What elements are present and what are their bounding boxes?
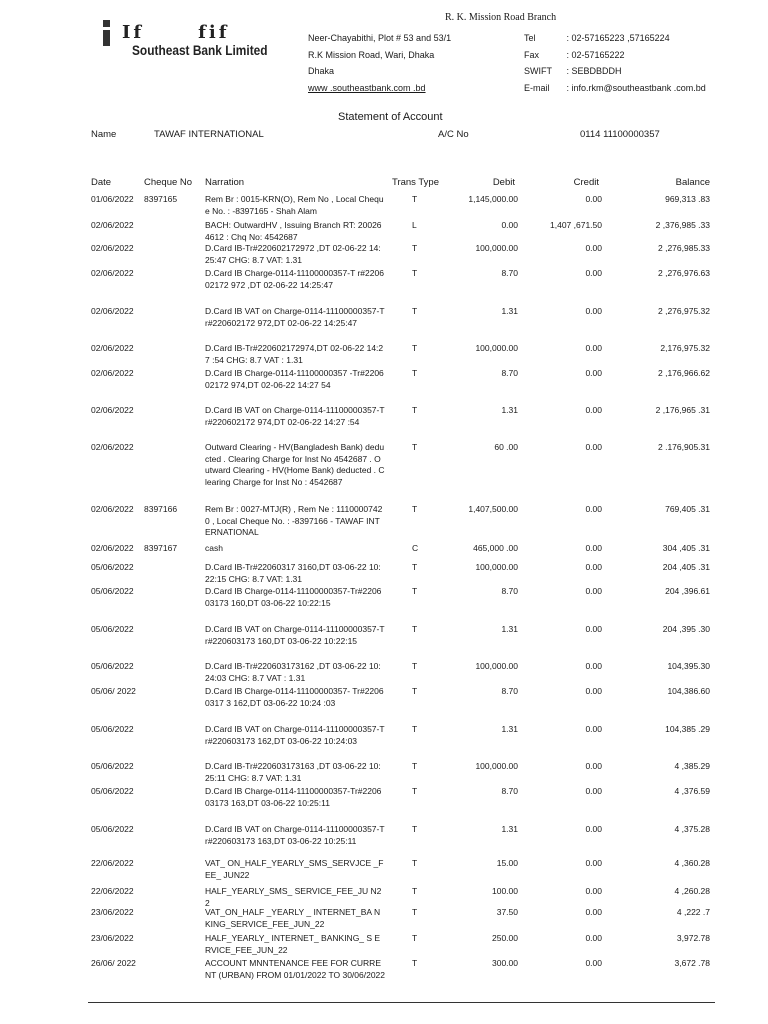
cell-type: T xyxy=(412,562,418,572)
cell-balance: 769,405 .31 xyxy=(665,504,710,514)
cell-narration: VAT_ON_HALF _YEARLY _ INTERNET_BA NKING_SERVICE_FEE_JUN_22 xyxy=(205,907,381,929)
cell-credit: 0.00 xyxy=(585,405,602,415)
cell-type: T xyxy=(412,824,418,834)
cell-date: 22/06/2022 xyxy=(91,858,134,868)
cell-debit: 60 .00 xyxy=(494,442,518,452)
cell-narration: D.Card IB Charge-0114-11100000357-T r#220602172 972 ,DT 02-06-22 14:25:47 xyxy=(205,268,384,290)
cell-narration: D.Card IB-Tr#220602172974,DT 02-06-22 14:27 :54 CHG: 8.7 VAT : 1.31 xyxy=(205,343,384,365)
cell-narration: D.Card IB Charge-0114-11100000357-Tr#220603173 163,DT 03-06-22 10:25:11 xyxy=(205,786,382,808)
cell-date: 23/06/2022 xyxy=(91,933,134,943)
cell-credit: 0.00 xyxy=(585,724,602,734)
cell-narration: D.Card IB Charge-0114-11100000357- Tr#22060317 3 162,DT 03-06-22 10:24 :03 xyxy=(205,686,384,708)
col-header-balance: Balance xyxy=(675,177,710,188)
cell-cheque: 8397167 xyxy=(144,543,178,553)
cell-credit: 0.00 xyxy=(585,442,602,452)
cell-cheque: 8397165 xyxy=(144,194,178,204)
website-link[interactable]: www .southeastbank.com .bd xyxy=(308,82,426,93)
cell-narration: D.Card IB-Tr#22060317 3160,DT 03-06-22 10:22:15 CHG: 8.7 VAT: 1.31 xyxy=(205,562,381,584)
cell-debit: 8.70 xyxy=(501,368,518,378)
cell-type: T xyxy=(412,268,418,278)
cell-type: T xyxy=(412,442,418,452)
cell-debit: 100.00 xyxy=(492,886,518,896)
cell-date: 05/06/ 2022 xyxy=(91,686,136,696)
cell-debit: 465,000 .00 xyxy=(473,543,518,553)
cell-balance: 204 ,396.61 xyxy=(665,586,710,596)
cell-date: 05/06/2022 xyxy=(91,624,134,634)
cell-narration: D.Card IB VAT on Charge-0114-11100000357-Tr#220603173 160,DT 03-06-22 10:22:15 xyxy=(205,624,385,646)
cell-credit: 0.00 xyxy=(585,504,602,514)
cell-type: T xyxy=(412,586,418,596)
cell-debit: 8.70 xyxy=(501,786,518,796)
cell-debit: 0.00 xyxy=(501,220,518,230)
cell-credit: 0.00 xyxy=(585,686,602,696)
cell-date: 05/06/2022 xyxy=(91,824,134,834)
cell-narration: Outward Clearing - HV(Bangladesh Bank) deducted . Clearing Charge for Inst No 4542687 . Outward Clearing - HV(Home Bank) deducted . Clearing Charge for Inst No : 4542687 xyxy=(205,442,385,487)
cell-narration: HALF_YEARLY_SMS_ SERVICE_FEE_JU N22 xyxy=(205,886,382,908)
cell-type: T xyxy=(412,907,418,917)
cell-narration: D.Card IB VAT on Charge-0114-11100000357-Tr#220603173 162,DT 03-06-22 10:24:03 xyxy=(205,724,385,746)
logo-script: If fif xyxy=(122,22,230,43)
contact-tel: Tel : 02-57165223 ,57165224 xyxy=(524,33,670,43)
cell-type: T xyxy=(412,958,418,968)
cell-debit: 100,000.00 xyxy=(475,661,518,671)
cell-balance: 2 ,276,985.33 xyxy=(658,243,710,253)
cell-credit: 0.00 xyxy=(585,858,602,868)
cell-debit: 8.70 xyxy=(501,586,518,596)
cell-narration: D.Card IB VAT on Charge-0114-11100000357-Tr#220603173 163,DT 03-06-22 10:25:11 xyxy=(205,824,385,846)
address-line: Neer-Chayabithi, Plot # 53 and 53/1 xyxy=(308,33,452,43)
cell-balance: 2 ,276,975.32 xyxy=(658,306,710,316)
cell-balance: 4 ,260.28 xyxy=(674,886,710,896)
cell-type: T xyxy=(412,661,418,671)
cell-balance: 204 ,395 .30 xyxy=(662,624,710,634)
cell-type: T xyxy=(412,858,418,868)
cell-credit: 0.00 xyxy=(585,243,602,253)
cell-debit: 15.00 xyxy=(496,858,518,868)
cell-debit: 100,000.00 xyxy=(475,761,518,771)
cell-debit: 300.00 xyxy=(492,958,518,968)
cell-date: 05/06/2022 xyxy=(91,661,134,671)
cell-narration: D.Card IB-Tr#220603173162 ,DT 03-06-22 10:24:03 CHG: 8.7 VAT : 1.31 xyxy=(205,661,381,683)
cell-date: 05/06/2022 xyxy=(91,562,134,572)
cell-balance: 204 ,405 .31 xyxy=(662,562,710,572)
cell-credit: 0.00 xyxy=(585,586,602,596)
cell-date: 02/06/2022 xyxy=(91,306,134,316)
cell-narration: D.Card IB-Tr#220603173163 ,DT 03-06-22 10:25:11 CHG: 8.7 VAT: 1.31 xyxy=(205,761,381,783)
bank-logo-icon xyxy=(100,20,112,46)
contact-swift: SWIFT : SEBDBDDH xyxy=(524,66,622,76)
col-header-debit: Debit xyxy=(492,177,515,188)
cell-date: 01/06/2022 xyxy=(91,194,134,204)
cell-date: 02/06/2022 xyxy=(91,405,134,415)
col-header-cheque: Cheque No xyxy=(144,177,193,188)
cell-debit: 1.31 xyxy=(501,624,518,634)
cell-credit: 0.00 xyxy=(585,824,602,834)
cell-type: T xyxy=(412,343,418,353)
bank-name: Southeast Bank Limited xyxy=(132,42,268,58)
cell-date: 02/06/2022 xyxy=(91,343,134,353)
cell-balance: 4 ,222 .7 xyxy=(676,907,710,917)
cell-date: 05/06/2022 xyxy=(91,761,134,771)
cell-debit: 100,000.00 xyxy=(475,243,518,253)
cell-credit: 0.00 xyxy=(585,343,602,353)
cell-debit: 8.70 xyxy=(501,268,518,278)
cell-balance: 2 .176,905.31 xyxy=(658,442,710,452)
cell-balance: 2 ,376,985 .33 xyxy=(655,220,710,230)
cell-date: 02/06/2022 xyxy=(91,368,134,378)
cell-type: T xyxy=(412,686,418,696)
cell-debit: 1.31 xyxy=(501,724,518,734)
cell-date: 02/06/2022 xyxy=(91,220,134,230)
cell-balance: 304 ,405 .31 xyxy=(662,543,710,553)
cell-date: 05/06/2022 xyxy=(91,724,134,734)
cell-debit: 1,145,000.00 xyxy=(468,194,518,204)
contact-email: E-mail : info.rkm@southeastbank .com.bd xyxy=(524,82,706,93)
col-header-narration: Narration xyxy=(205,177,245,188)
cell-balance: 2 ,276,976.63 xyxy=(658,268,710,278)
cell-type: T xyxy=(412,405,418,415)
cell-cheque: 8397166 xyxy=(144,504,178,514)
cell-date: 05/06/2022 xyxy=(91,786,134,796)
name-label: Name xyxy=(91,129,117,140)
cell-balance: 4 ,385.29 xyxy=(674,761,710,771)
cell-credit: 0.00 xyxy=(585,562,602,572)
cell-credit: 0.00 xyxy=(585,786,602,796)
cell-debit: 1.31 xyxy=(501,306,518,316)
branch-contact xyxy=(524,30,706,96)
cell-credit: 0.00 xyxy=(585,624,602,634)
branch-name: R. K. Mission Road Branch xyxy=(445,12,557,23)
cell-debit: 37.50 xyxy=(496,907,518,917)
cell-credit: 0.00 xyxy=(585,306,602,316)
cell-balance: 2 ,176,965 .31 xyxy=(655,405,710,415)
cell-type: L xyxy=(412,220,417,230)
account-name: TAWAF INTERNATIONAL xyxy=(154,129,264,140)
address-line: Dhaka xyxy=(308,66,335,76)
statement-title: Statement of Account xyxy=(338,111,443,123)
cell-balance: 104,386.60 xyxy=(667,686,710,696)
bottom-divider xyxy=(88,1002,715,1003)
cell-narration: Rem Br : 0015-KRN(O), Rem No , Local Cheque No. : -8397165 - Shah Alam xyxy=(205,194,384,216)
cell-balance: 3,672 .78 xyxy=(674,958,710,968)
cell-narration: D.Card IB VAT on Charge-0114-11100000357-Tr#220602172 974,DT 02-06-22 14:27 :54 xyxy=(205,405,385,427)
col-header-credit: Credit xyxy=(573,177,599,188)
cell-narration: D.Card IB VAT on Charge-0114-11100000357-T r#220602172 972,DT 02-06-22 14:25:47 xyxy=(205,306,385,328)
cell-debit: 1,407,500.00 xyxy=(468,504,518,514)
cell-date: 22/06/2022 xyxy=(91,886,134,896)
cell-balance: 104,385 .29 xyxy=(665,724,710,734)
cell-narration: D.Card IB Charge-0114-11100000357-Tr#220603173 160,DT 03-06-22 10:22:15 xyxy=(205,586,382,608)
col-header-type: Trans Type xyxy=(392,177,439,188)
cell-debit: 1.31 xyxy=(501,405,518,415)
cell-type: C xyxy=(412,543,419,553)
cell-narration: D.Card IB Charge-0114-11100000357 -Tr#220602172 974,DT 02-06-22 14:27 54 xyxy=(205,368,384,390)
cell-credit: 0.00 xyxy=(585,761,602,771)
cell-balance: 4 ,360.28 xyxy=(674,858,710,868)
cell-credit: 0.00 xyxy=(585,194,602,204)
cell-type: T xyxy=(412,724,418,734)
cell-narration: VAT_ ON_HALF_YEARLY_SMS_SERVJCE _FEE_ JUN22 xyxy=(205,858,384,880)
cell-balance: 3,972.78 xyxy=(676,933,710,943)
cell-narration: cash xyxy=(205,543,223,553)
cell-date: 02/06/2022 xyxy=(91,243,134,253)
cell-credit: 0.00 xyxy=(585,886,602,896)
cell-credit: 0.00 xyxy=(585,368,602,378)
cell-date: 02/06/2022 xyxy=(91,504,134,514)
cell-date: 23/06/2022 xyxy=(91,907,134,917)
cell-narration: Rem Br : 0027-MTJ(R) , Rem Ne : 11100007420 , Local Cheque No. : -8397166 - TAWAF INTERNATIONAL xyxy=(205,504,383,537)
cell-type: T xyxy=(412,243,418,253)
cell-narration: ACCOUNT MNNTENANCE FEE FOR CURRENT (URBAN) FROM 01/01/2022 TO 30/06/2022 xyxy=(205,958,386,980)
account-number-label: A/C No xyxy=(438,129,469,140)
cell-balance: 4 ,375.28 xyxy=(674,824,710,834)
cell-balance: 2 ,176,966.62 xyxy=(658,368,710,378)
cell-credit: 0.00 xyxy=(585,661,602,671)
cell-credit: 0.00 xyxy=(585,958,602,968)
cell-type: T xyxy=(412,886,418,896)
cell-type: T xyxy=(412,194,418,204)
cell-date: 05/06/2022 xyxy=(91,586,134,596)
cell-narration: D.Card IB-Tr#220602172972 ,DT 02-06-22 14:25:47 CHG: 8.7 VAT: 1.31 xyxy=(205,243,381,265)
cell-debit: 100,000.00 xyxy=(475,343,518,353)
cell-balance: 104,395.30 xyxy=(667,661,710,671)
cell-date: 02/06/2022 xyxy=(91,268,134,278)
cell-credit: 0.00 xyxy=(585,907,602,917)
cell-credit: 0.00 xyxy=(585,268,602,278)
cell-type: T xyxy=(412,504,418,514)
cell-type: T xyxy=(412,368,418,378)
account-number: 0114 11100000357 xyxy=(580,129,660,140)
cell-credit: 1,407 ,671.50 xyxy=(550,220,602,230)
col-header-date: Date xyxy=(91,177,112,188)
cell-type: T xyxy=(412,761,418,771)
cell-debit: 8.70 xyxy=(501,686,518,696)
cell-debit: 1.31 xyxy=(501,824,518,834)
cell-date: 02/06/2022 xyxy=(91,442,134,452)
cell-date: 02/06/2022 xyxy=(91,543,134,553)
cell-type: T xyxy=(412,306,418,316)
cell-type: T xyxy=(412,624,418,634)
cell-debit: 100,000.00 xyxy=(475,562,518,572)
cell-credit: 0.00 xyxy=(585,543,602,553)
cell-balance: 2,176,975.32 xyxy=(660,343,710,353)
cell-narration: BACH: OutwardHV , Issuing Branch RT: 200264612 : Chq No: 4542687 xyxy=(205,220,382,242)
cell-balance: 969,313 .83 xyxy=(665,194,710,204)
cell-narration: HALF_YEARLY_ INTERNET_ BANKING_ S ERVICE_FEE_JUN_22 xyxy=(205,933,381,955)
address-line: R.K Mission Road, Wari, Dhaka xyxy=(308,49,435,60)
cell-debit: 250.00 xyxy=(492,933,518,943)
branch-address xyxy=(308,30,451,96)
cell-balance: 4 ,376.59 xyxy=(674,786,710,796)
cell-date: 26/06/ 2022 xyxy=(91,958,136,968)
contact-fax: Fax : 02-57165222 xyxy=(524,49,625,60)
bank-logo xyxy=(100,18,268,62)
cell-type: T xyxy=(412,933,418,943)
cell-credit: 0.00 xyxy=(585,933,602,943)
cell-type: T xyxy=(412,786,418,796)
